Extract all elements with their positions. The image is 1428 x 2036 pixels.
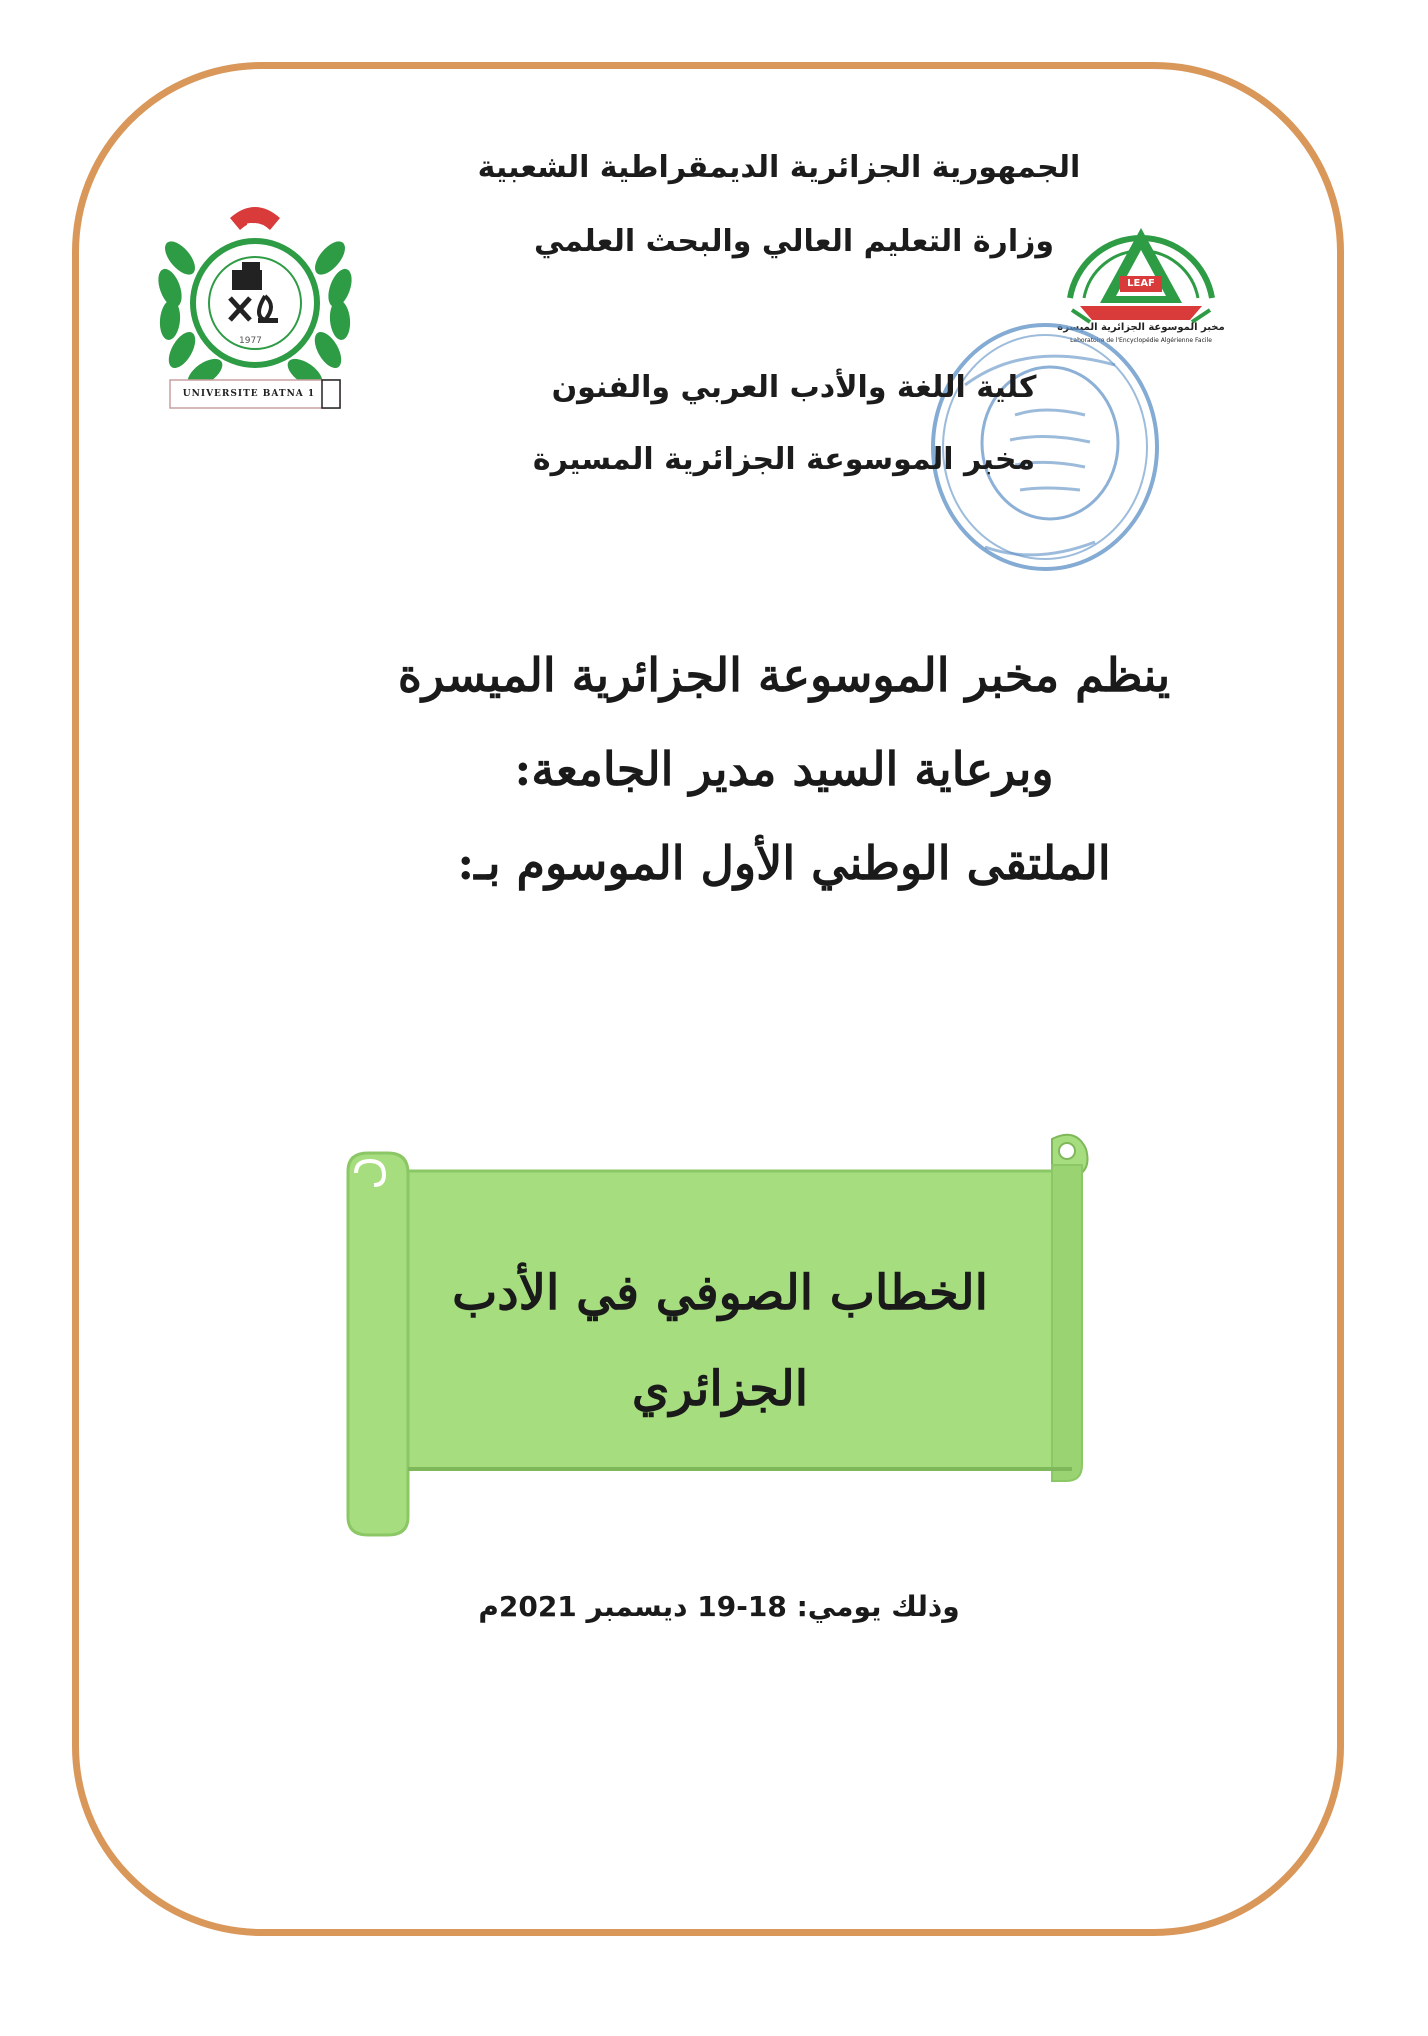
lab-title: مخبر الموسوعة الجزائرية المسيرة xyxy=(532,442,1036,477)
emblem-year: 1977 xyxy=(239,336,262,346)
emblem-caption: UNIVERSITE BATNA 1 xyxy=(182,389,316,399)
organizer-line-1: ينظم مخبر الموسوعة الجزائرية الميسرة xyxy=(397,648,1171,702)
emblem-badge: 1 xyxy=(245,220,258,241)
republic-title: الجمهورية الجزائرية الديمقراطية الشعبية xyxy=(477,150,1081,185)
ministry-title: وزارة التعليم العالي والبحث العلمي xyxy=(533,224,1055,259)
title-banner xyxy=(330,1125,1130,1545)
conference-title-line-1: الخطاب الصوفي في الأدب xyxy=(452,1265,988,1321)
conference-title-line-2: الجزائري xyxy=(631,1361,809,1417)
leaf-badge: LEAF xyxy=(1127,278,1155,289)
scroll-banner-icon xyxy=(330,1125,1130,1545)
faculty-title: كلية اللغة والأدب العربي والفنون xyxy=(551,370,1037,405)
event-date: وذلك يومي: 18-19 ديسمبر 2021م xyxy=(478,1590,960,1623)
organizer-line-2: وبرعاية السيد مدير الجامعة: xyxy=(514,742,1054,796)
leaf-caption-ar: مخبر الموسوعة الجزائرية الميسرة xyxy=(1057,322,1225,333)
organizer-line-3: الملتقى الوطني الأول الموسوم بـ: xyxy=(457,836,1111,890)
leaf-caption-fr: Laboratoire de l'Encyclopédie Algérienne Facile xyxy=(1070,337,1212,344)
